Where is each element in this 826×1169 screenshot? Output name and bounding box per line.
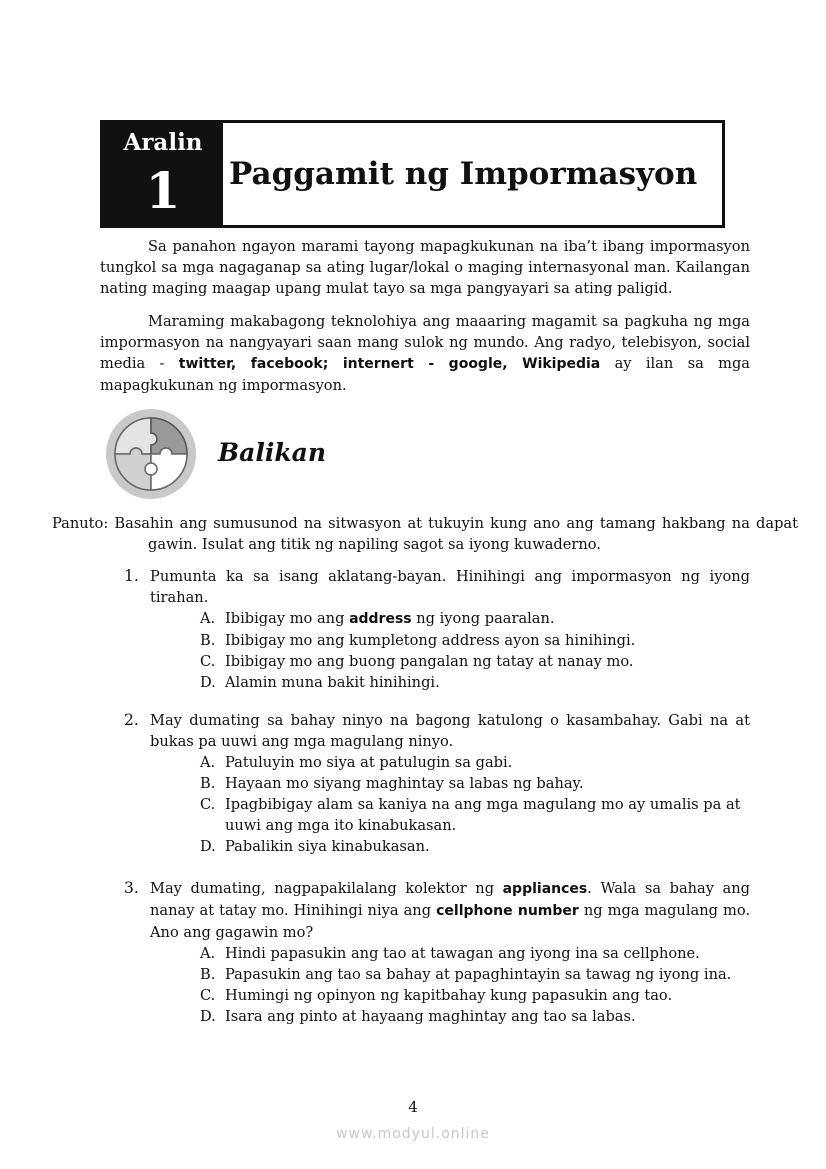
choice-item bbox=[200, 836, 750, 857]
choice-letter: B. bbox=[200, 632, 216, 649]
choice-text: Hindi papasukin ang tao at tawagan ang iyong ina sa cellphone. bbox=[225, 945, 700, 962]
intro-p2-text: Maraming makabagong teknolohiya ang maaaring magamit sa pagkuha ng mga impormasyon na nangyayari saan mang sulok ng mundo. Ang radyo, telebisyon, social media - bbox=[100, 313, 750, 372]
question-3 bbox=[124, 878, 750, 1027]
choice-item bbox=[200, 1006, 750, 1027]
lesson-label: Aralin bbox=[123, 129, 203, 156]
intro-paragraph-1: Sa panahon ngayon marami tayong mapagkukunan na iba’t ibang impormasyon tungkol sa mga nagaganap sa ating lugar/lokal o maging internasyonal man. Kailangan nating maging maagap upang mulat tayo sa mga pangyayari sa ating paligid. bbox=[100, 238, 750, 297]
choice-text: Ipagbibigay alam sa kaniya na ang mga magulang mo ay umalis pa at uuwi ang mga ito kinabukasan. bbox=[225, 796, 741, 834]
choice-letter: D. bbox=[200, 1008, 216, 1025]
choice-letter: D. bbox=[200, 838, 216, 855]
choice-text: Pabalikin siya kinabukasan. bbox=[225, 838, 430, 855]
section-title: Balikan bbox=[218, 438, 327, 467]
intro-p2-end: ay ilan sa mga mapagkukunan ng impormasyon. bbox=[100, 355, 750, 394]
choice-item: A. Ibibigay mo ang address ng iyong paaralan. bbox=[200, 608, 750, 630]
question-number: 3. bbox=[124, 879, 139, 897]
choice-letter: A. bbox=[200, 610, 216, 627]
question-1 bbox=[124, 566, 750, 693]
lesson-header bbox=[100, 120, 725, 228]
lesson-number-block bbox=[103, 123, 223, 225]
choice-item bbox=[200, 752, 750, 773]
choice-item bbox=[200, 630, 750, 651]
instructions bbox=[52, 513, 798, 555]
instructions-label: Panuto: bbox=[52, 515, 109, 532]
lesson-number: 1 bbox=[145, 161, 181, 220]
choice-letter: C. bbox=[200, 796, 216, 813]
choice-text: Ibibigay mo ang buong pangalan ng tatay at nanay mo. bbox=[225, 653, 634, 670]
choice-letter: A. bbox=[200, 945, 216, 962]
choice-text: Alamin muna bakit hinihingi. bbox=[225, 674, 440, 691]
choice-text: Papasukin ang tao sa bahay at papaghintayin sa tawag ng iyong ina. bbox=[225, 966, 732, 983]
question-stem: Pumunta ka sa isang aklatang-bayan. Hinihingi ang impormasyon ng iyong tirahan. bbox=[150, 568, 750, 606]
intro-paragraph-2 bbox=[100, 311, 750, 396]
page-number: 4 bbox=[408, 1098, 418, 1116]
puzzle-icon bbox=[105, 408, 197, 500]
choice-bold: address bbox=[349, 611, 412, 627]
choice-text: Hayaan mo siyang maghintay sa labas ng bahay. bbox=[225, 775, 584, 792]
choice-item bbox=[200, 672, 750, 693]
question-2 bbox=[124, 710, 750, 857]
choice-letter: B. bbox=[200, 775, 216, 792]
watermark: www.modyul.online bbox=[336, 1126, 490, 1142]
choice-item bbox=[200, 773, 750, 794]
question-stem: May dumating, nagpapakilalang kolektor ng appliances. Wala sa bahay ang nanay at tatay mo. Hinihingi niya ang cellphone number ng mga magulang mo. Ano ang gagawin mo? bbox=[150, 880, 750, 941]
choice-text: Isara ang pinto at hayaang maghintay ang tao sa labas. bbox=[225, 1008, 636, 1025]
choice-list bbox=[124, 752, 750, 857]
choice-item bbox=[200, 964, 750, 985]
lesson-title: Paggamit ng Impormasyon bbox=[229, 156, 698, 192]
choice-text: Humingi ng opinyon ng kapitbahay kung papasukin ang tao. bbox=[225, 987, 673, 1004]
choice-item bbox=[200, 985, 750, 1006]
question-number: 2. bbox=[124, 711, 139, 729]
choice-letter: A. bbox=[200, 754, 216, 771]
choice-letter: C. bbox=[200, 653, 216, 670]
stem-bold-2: cellphone number bbox=[436, 903, 579, 919]
choice-list bbox=[124, 943, 750, 1027]
choice-list bbox=[124, 608, 750, 693]
instructions-text: Basahin ang sumusunod na sitwasyon at tukuyin kung ano ang tamang hakbang na dapat gawin. Isulat ang titik ng napiling sagot sa iyong kuwaderno. bbox=[108, 515, 798, 553]
choice-item bbox=[200, 651, 750, 672]
choice-text: Patuluyin mo siya at patulugin sa gabi. bbox=[225, 754, 513, 771]
question-number: 1. bbox=[124, 567, 139, 585]
choice-letter: D. bbox=[200, 674, 216, 691]
stem-bold-1: appliances bbox=[502, 881, 588, 897]
choice-item bbox=[200, 794, 750, 836]
choice-letter: C. bbox=[200, 987, 216, 1004]
intro-p2-bold: twitter, facebook; internert - google, Wikipedia bbox=[178, 356, 601, 372]
question-stem: May dumating sa bahay ninyo na bagong katulong o kasambahay. Gabi na at bukas pa uuwi ang mga magulang ninyo. bbox=[150, 712, 750, 750]
choice-text: Ibibigay mo ang kumpletong address ayon sa hinihingi. bbox=[225, 632, 636, 649]
choice-item bbox=[200, 943, 750, 964]
choice-letter: B. bbox=[200, 966, 216, 983]
